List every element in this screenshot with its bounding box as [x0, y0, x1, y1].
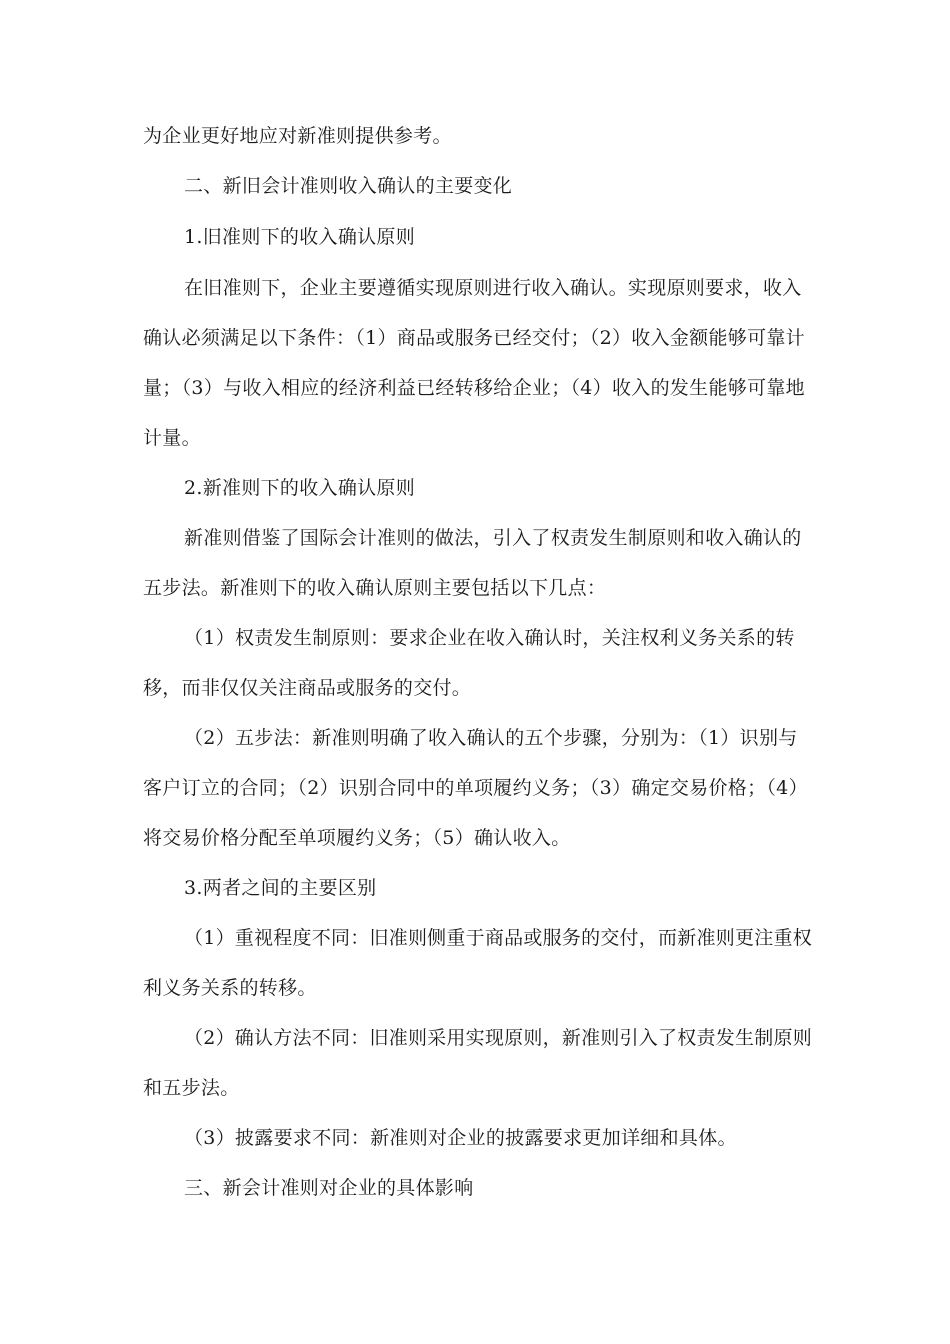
subsection-heading: 2.新准则下的收入确认原则: [184, 477, 416, 499]
list-item-line: 移，而非仅仅关注商品或服务的交付。: [143, 677, 472, 699]
subsection-heading: 3.两者之间的主要区别: [184, 877, 377, 899]
section-heading: 二、新旧会计准则收入确认的主要变化: [184, 175, 513, 197]
section-heading: 三、新会计准则对企业的具体影响: [184, 1177, 474, 1199]
paragraph-line: 确认必须满足以下条件：（1）商品或服务已经交付；（2）收入金额能够可靠计: [143, 327, 805, 349]
list-item-line: （1）权责发生制原则：要求企业在收入确认时，关注权利义务关系的转: [184, 627, 795, 649]
list-item-line: 利义务关系的转移。: [143, 977, 317, 999]
paragraph-line: 五步法。新准则下的收入确认原则主要包括以下几点：: [143, 577, 607, 599]
subsection-heading: 1.旧准则下的收入确认原则: [184, 226, 416, 248]
list-item-line: （3）披露要求不同：新准则对企业的披露要求更加详细和具体。: [184, 1127, 737, 1149]
paragraph-line: 在旧准则下，企业主要遵循实现原则进行收入确认。实现原则要求，收入: [184, 277, 802, 299]
list-item-line: （2）五步法：新准则明确了收入确认的五个步骤，分别为：（1）识别与: [184, 727, 798, 749]
list-item-line: 将交易价格分配至单项履约义务；（5）确认收入。: [143, 827, 571, 849]
paragraph-line: 新准则借鉴了国际会计准则的做法，引入了权责发生制原则和收入确认的: [184, 527, 802, 549]
list-item-line: （2）确认方法不同：旧准则采用实现原则，新准则引入了权责发生制原则: [184, 1027, 812, 1049]
list-item-line: 和五步法。: [143, 1077, 240, 1099]
list-item-line: （1）重视程度不同：旧准则侧重于商品或服务的交付，而新准则更注重权: [184, 927, 812, 949]
paragraph-line: 计量。: [143, 427, 201, 449]
list-item-line: 客户订立的合同；（2）识别合同中的单项履约义务；（3）确定交易价格；（4）: [143, 777, 808, 799]
paragraph-line: 为企业更好地应对新准则提供参考。: [143, 125, 452, 147]
paragraph-line: 量；（3）与收入相应的经济利益已经转移给企业；（4）收入的发生能够可靠地: [143, 377, 805, 399]
